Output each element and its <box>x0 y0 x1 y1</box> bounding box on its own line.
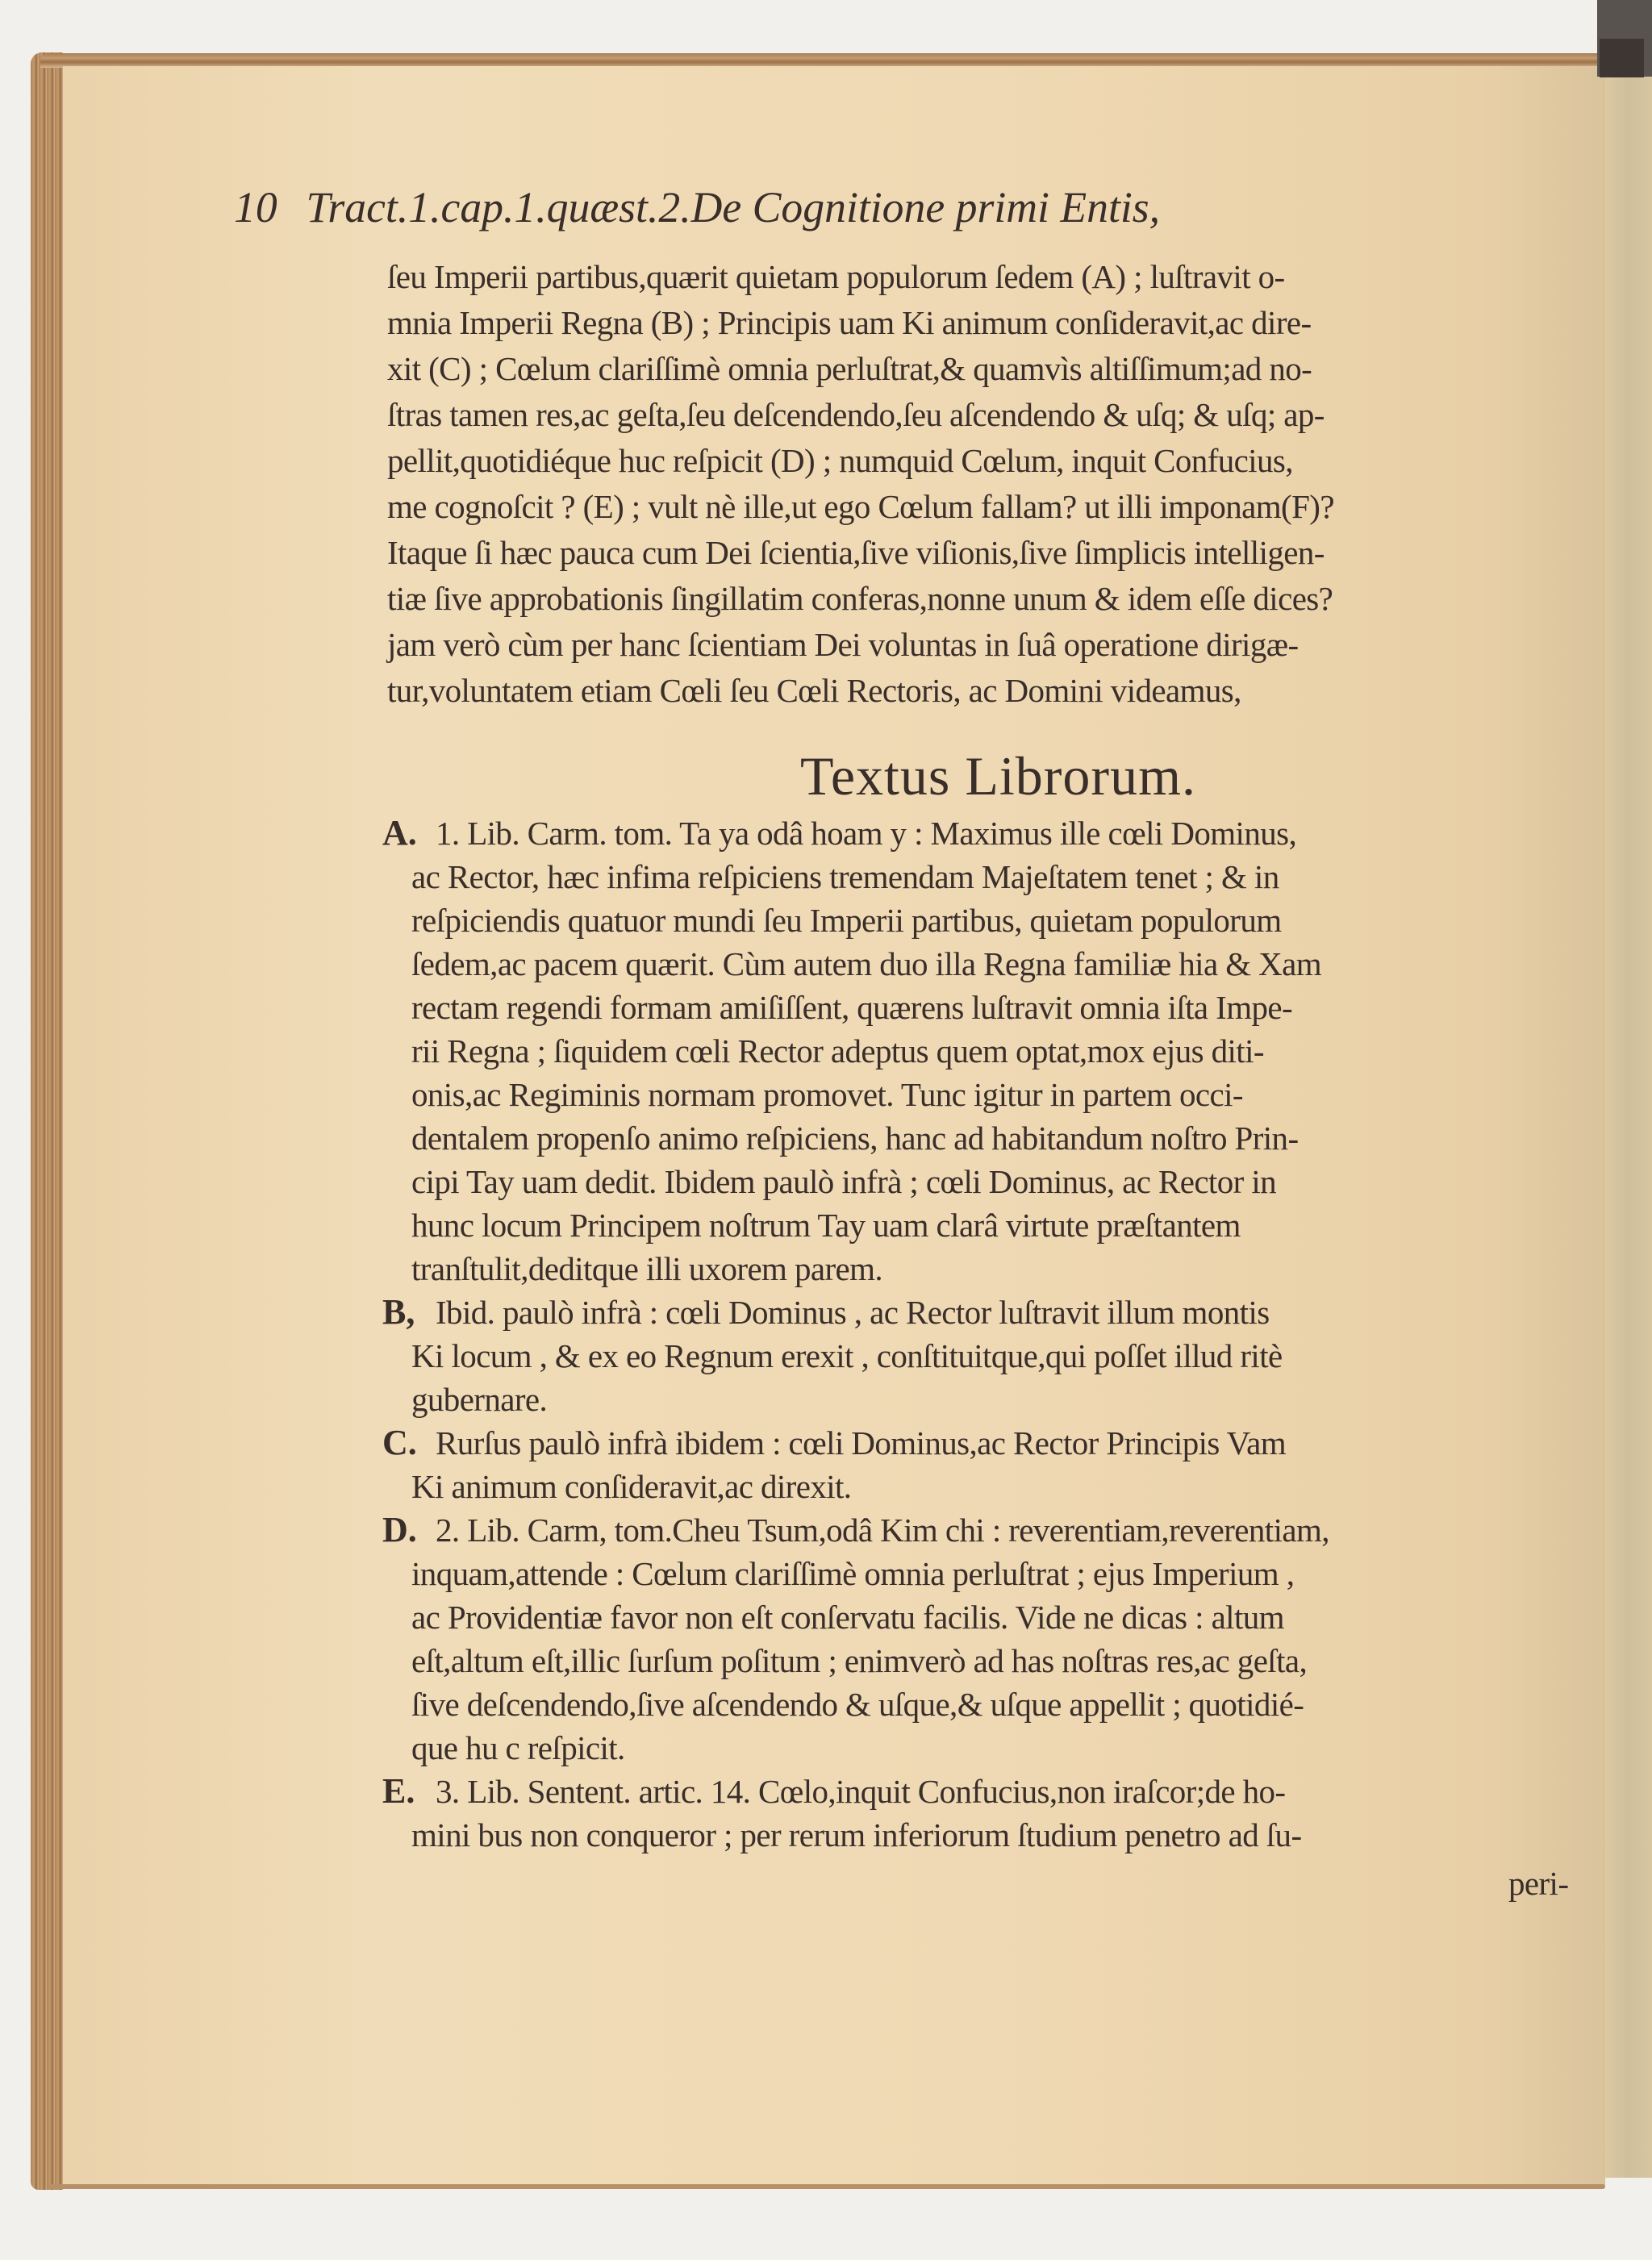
body-line: mnia Imperii Regna (B) ; Principis uam Ki animum conſideravit,ac dire- <box>387 304 1312 341</box>
body-line: ſeu Imperii partibus,quærit quietam populorum ſedem (A) ; luſtravit o- <box>387 258 1285 295</box>
note-line: que hu c reſpicit. <box>411 1729 625 1766</box>
note-line: Ki animum conſideravit,ac direxit. <box>411 1468 852 1505</box>
note-line: 2. Lib. Carm, tom.Cheu Tsum,odâ Kim chi : reverentiam,reverentiam, <box>436 1512 1329 1549</box>
note-line: cipi Tay uam dedit. Ibidem paulò infrà ; cœli Dominus, ac Rector in <box>411 1163 1277 1200</box>
note-letter-e: E. <box>382 1771 415 1811</box>
note-line: reſpiciendis quatuor mundi ſeu Imperii partibus, quietam populorum <box>411 902 1282 939</box>
note-line: Rurſus paulò infrà ibidem : cœli Dominus,ac Rector Principis Vam <box>436 1424 1287 1461</box>
note-letter-c: C. <box>382 1423 417 1462</box>
note-line: rectam regendi formam amiſiſſent, quærens luſtravit omnia iſta Impe- <box>411 989 1293 1026</box>
note-letter-b: B, <box>382 1292 415 1332</box>
body-line: tur,voluntatem etiam Cœli ſeu Cœli Rectoris, ac Domini videamus, <box>387 672 1241 709</box>
note-letter-a: A. <box>382 813 417 853</box>
gutter-strip <box>1605 48 1652 2178</box>
note-line: ac Providentiæ favor non eſt conſervatu facilis. Vide ne dicas : altum <box>411 1599 1284 1636</box>
scan-tab-inner <box>1600 39 1644 77</box>
body-line: xit (C) ; Cœlum clariſſimè omnia perluſtrat,& quamvìs altiſſimum;ad no- <box>387 350 1312 387</box>
note-line: ſedem,ac pacem quærit. Cùm autem duo illa Regna familiæ hia & Xam <box>411 945 1322 982</box>
body-line: pellit,quotidiéque huc reſpicit (D) ; numquid Cœlum, inquit Confucius, <box>387 442 1293 479</box>
note-line: inquam,attende : Cœlum clariſſimè omnia perluſtrat ; ejus Imperium , <box>411 1555 1295 1592</box>
page-number: 10 <box>234 183 277 231</box>
body-line: me cognoſcit ? (E) ; vult nè ille,ut ego Cœlum fallam? ut illi imponam(F)? <box>387 488 1334 525</box>
body-line: Itaque ſi hæc pauca cum Dei ſcientia,ſive viſionis,ſive ſimplicis intelligen- <box>387 534 1325 571</box>
note-line: ſive deſcendendo,ſive aſcendendo & uſque,& uſque appellit ; quotidié- <box>411 1686 1304 1723</box>
note-line: onis,ac Regiminis normam promovet. Tunc igitur in partem occi- <box>411 1076 1243 1113</box>
body-line: ſtras tamen res,ac geſta,ſeu deſcendendo,ſeu aſcendendo & uſq; & uſq; ap- <box>387 396 1325 433</box>
note-line: 1. Lib. Carm. tom. Ta ya odâ hoam y : Maximus ille cœli Dominus, <box>436 815 1297 852</box>
note-line: ac Rector, hæc infima reſpiciens tremendam Majeſtatem tenet ; & in <box>411 858 1279 895</box>
note-letter-d: D. <box>382 1510 417 1549</box>
note-line: Ibid. paulò infrà : cœli Dominus , ac Rector luſtravit illum montis <box>436 1294 1270 1331</box>
note-line: 3. Lib. Sentent. artic. 14. Cœlo,inquit Confucius,non iraſcor;de ho- <box>436 1773 1286 1810</box>
note-line: dentalem propenſo animo reſpiciens, hanc ad habitandum noſtro Prin- <box>411 1120 1299 1157</box>
body-line: tiæ ſive approbationis ſingillatim conferas,nonne unum & idem eſſe dices? <box>387 580 1333 617</box>
note-line: tranſtulit,deditque illi uxorem parem. <box>411 1250 883 1287</box>
note-line: hunc locum Principem noſtrum Tay uam clarâ virtute præſtantem <box>411 1207 1241 1244</box>
page-bottom-edge <box>48 2184 1605 2189</box>
note-line: eſt,altum eſt,illic ſurſum poſitum ; enimverò ad has noſtras res,ac geſta, <box>411 1642 1308 1679</box>
running-title: Tract.1.cap.1.quæst.2.De Cognitione primi Entis, <box>306 183 1161 231</box>
note-line: Ki locum , & ex eo Regnum erexit , conſtituitque,qui poſſet illud ritè <box>411 1337 1283 1374</box>
catchword: peri- <box>1508 1865 1569 1902</box>
running-head <box>234 179 1597 236</box>
page-edges <box>31 52 63 2190</box>
section-heading: Textus Librorum. <box>800 745 1196 807</box>
note-line: mini bus non conqueror ; per rerum inferiorum ſtudium penetro ad ſu- <box>411 1816 1302 1853</box>
body-line: jam verò cùm per hanc ſcientiam Dei voluntas in ſuâ operatione dirigæ- <box>387 626 1299 663</box>
note-line: rii Regna ; ſiquidem cœli Rector adeptus quem optat,mox ejus diti- <box>411 1032 1264 1070</box>
note-line: gubernare. <box>411 1381 548 1418</box>
